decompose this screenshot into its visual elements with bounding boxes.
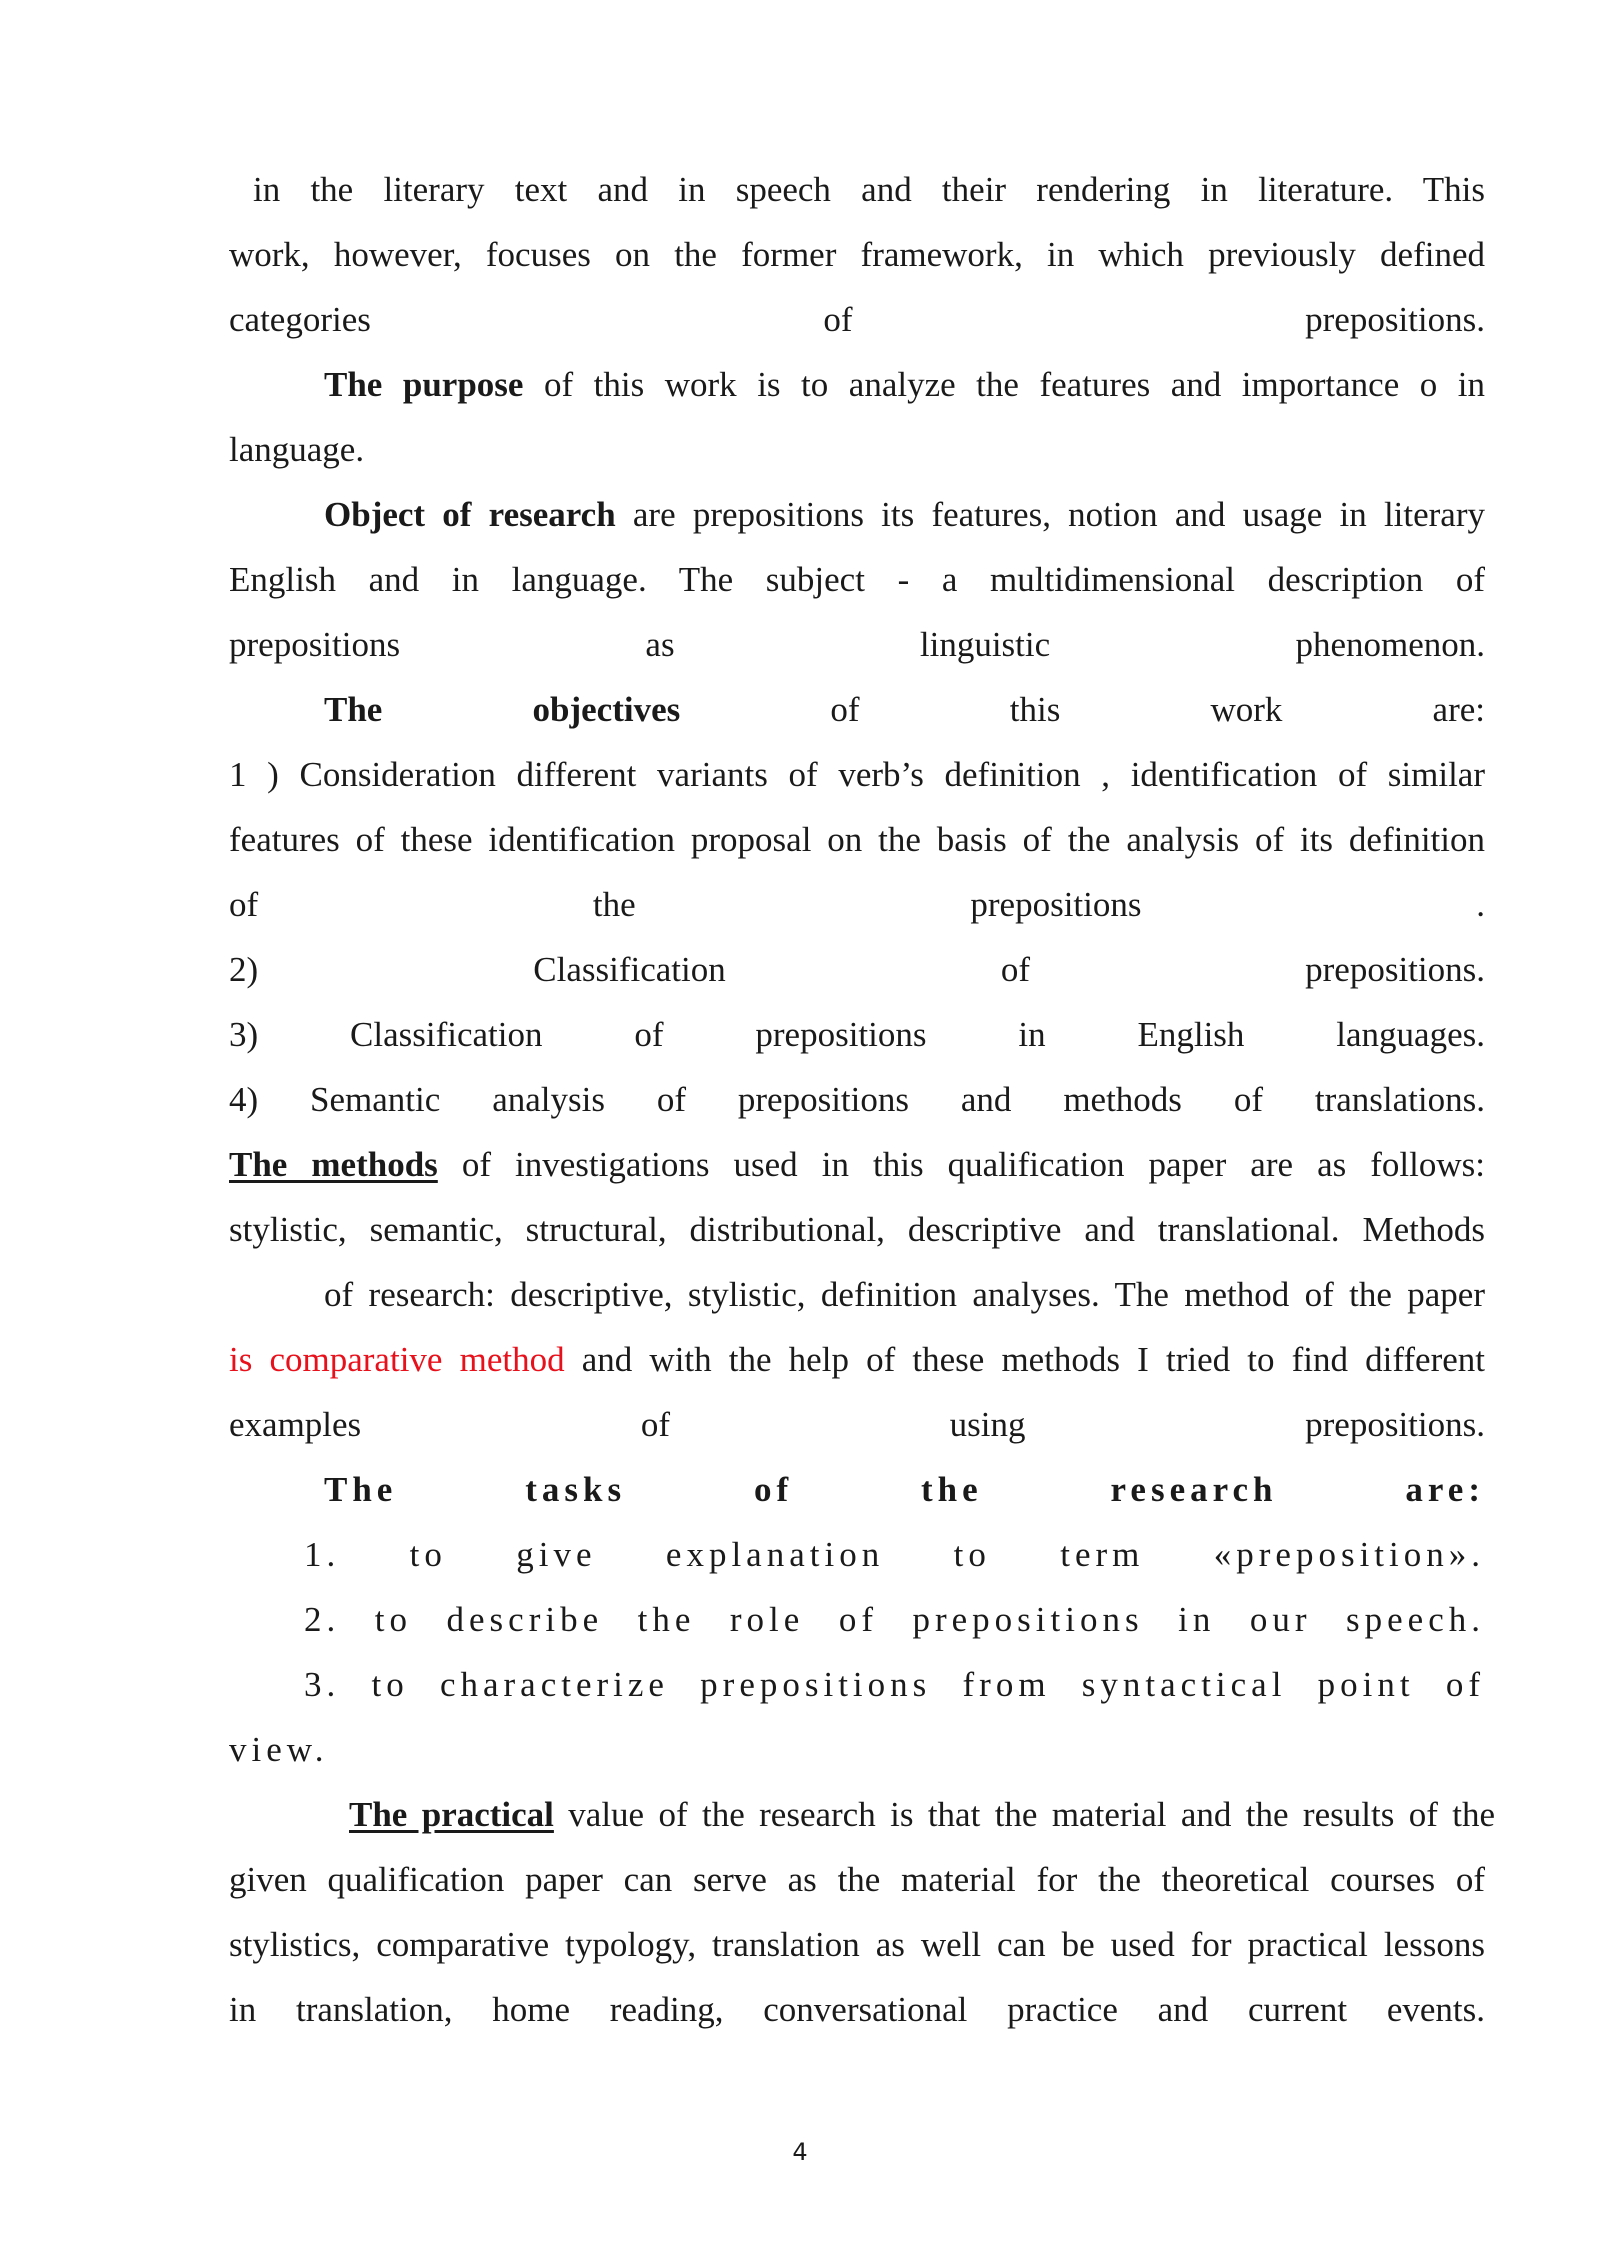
objectives-line (324, 690, 1485, 730)
task-item: 2. to describe the role of prepositions in our speech. (304, 1600, 1485, 1639)
text-line: language. (229, 430, 365, 469)
purpose-heading: The purpose (324, 365, 524, 404)
practical-text: value of the research is that the material and the results of the (553, 1795, 1495, 1834)
text-line: stylistics, comparative typology, translation as well can be used for practical lessons (229, 1925, 1485, 1964)
text-line: prepositions as linguistic phenomenon. (229, 625, 1485, 664)
text-line: stylistic, semantic, structural, distributional, descriptive and translational. Methods (229, 1210, 1485, 1249)
objective-item: 2) Classification of prepositions. (229, 950, 1485, 989)
objectives-heading-the: The (324, 690, 383, 729)
methods-heading: The methods (229, 1145, 438, 1184)
practical-line (349, 1795, 1495, 1835)
highlighted-text: is comparative method (229, 1340, 565, 1379)
objective-item: 1 ) Consideration different variants of verb’s definition , identification of similar (229, 755, 1485, 794)
practical-heading: The practical (349, 1795, 554, 1834)
object-line (324, 495, 1485, 535)
text-line: view. (229, 1730, 329, 1769)
objectives-heading: objectives (532, 690, 681, 729)
purpose-line (324, 365, 1485, 405)
tasks-heading: The tasks of the research are: (324, 1470, 1485, 1509)
text-line: in translation, home reading, conversational practice and current events. (229, 1990, 1485, 2029)
methods-text: and with the help of these methods I tried to find different (564, 1340, 1485, 1379)
methods-line (229, 1145, 1485, 1185)
text-line: of research: descriptive, stylistic, definition analyses. The method of the paper (324, 1275, 1485, 1314)
task-item: 3. to characterize prepositions from syntactical point of (304, 1665, 1485, 1704)
objective-item: of the prepositions . (229, 885, 1485, 924)
text-line: work, however, focuses on the former framework, in which previously defined (229, 235, 1485, 274)
methods-text: of investigations used in this qualification paper are as follows: (437, 1145, 1485, 1184)
objective-item: 3) Classification of prepositions in English languages. (229, 1015, 1485, 1054)
page-number: 4 (792, 2138, 808, 2166)
text-line: given qualification paper can serve as the material for the theoretical courses of (229, 1860, 1485, 1899)
objective-item: 4) Semantic analysis of prepositions and methods of translations. (229, 1080, 1485, 1119)
text-line: categories of prepositions. (229, 300, 1485, 339)
text-line: in the literary text and in speech and their rendering in literature. This (253, 170, 1485, 209)
object-heading: Object of research (324, 495, 616, 534)
task-item: 1. to give explanation to term «preposition». (304, 1535, 1485, 1574)
text-line: English and in language. The subject - a multidimensional description of (229, 560, 1485, 599)
methods-comparative-line (229, 1340, 1485, 1380)
text-line: examples of using prepositions. (229, 1405, 1485, 1444)
objective-item: features of these identification proposal on the basis of the analysis of its definition (229, 820, 1485, 859)
object-text: are prepositions its features, notion and usage in literary (615, 495, 1485, 534)
objectives-text: of this work are: (680, 690, 1485, 729)
purpose-text: of this work is to analyze the features and importance o in (523, 365, 1485, 404)
